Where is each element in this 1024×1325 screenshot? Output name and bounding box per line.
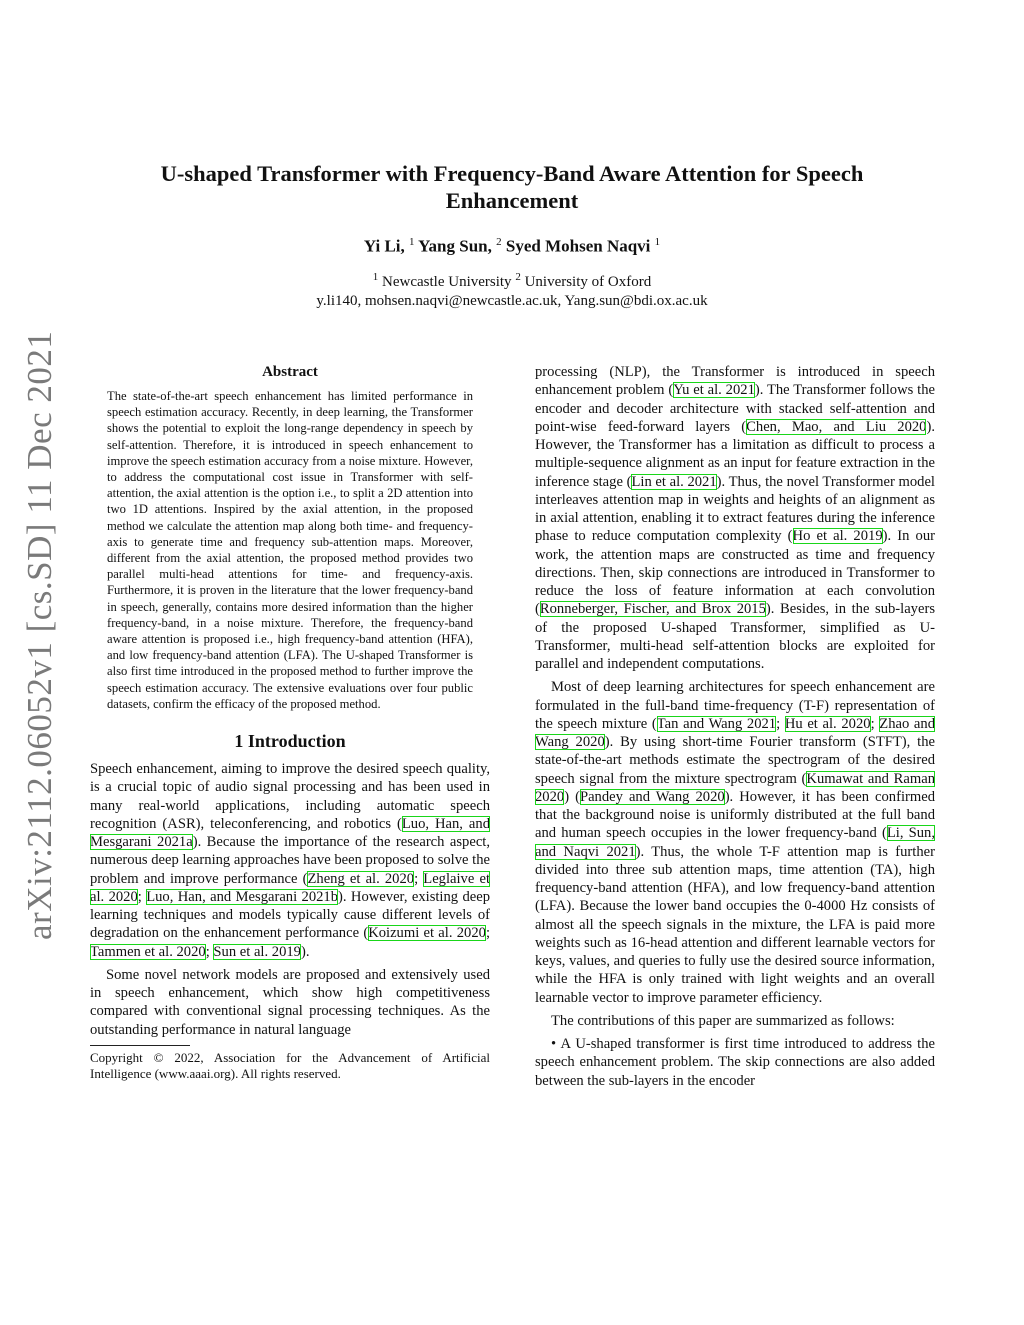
text-run: ). (300, 943, 310, 960)
citation-link[interactable]: Luo, Han, and Mesgarani 2021b (146, 888, 339, 905)
text-run: ). The Transformer follows the encoder and decoder architecture with stacked self-attention and point-wise feed-forward layers ( (535, 382, 935, 435)
footnote-divider (90, 1045, 190, 1046)
right-column (535, 363, 935, 1090)
citation-link[interactable]: Chen, Mao, and Liu 2020 (746, 418, 927, 435)
abstract-heading: Abstract (262, 364, 318, 380)
section-heading-introduction: 1 Introduction (234, 731, 346, 752)
text-run: ; (776, 715, 785, 732)
text-run: ). Because the importance of the research aspect, numerous deep learning approaches have been proposed to solve the problem and improve performance ( (90, 834, 490, 887)
text-run: ). In our work, the attention maps are constructed as time and frequency directions. Then, skip connections are introduced in Transformer to reduce the loss of feature information at each convolution ( (535, 528, 935, 618)
citation-link[interactable]: Hu et al. 2020 (784, 715, 871, 732)
affiliation-mark: 2 (515, 271, 521, 283)
affiliation-mark: 1 (654, 236, 661, 248)
citation-link[interactable]: Yu et al. 2021 (673, 382, 755, 399)
right-paragraph-2 (535, 678, 935, 1007)
text-run: ). Besides, in the sub-layers of the proposed U-shaped Transformer, simplified as U-Transformer, multi-head self-attention blocks are exploited for parallel and independent computations. (535, 601, 935, 672)
citation-link[interactable]: Zheng et al. 2020 (307, 870, 415, 887)
citation-link[interactable]: Ronneberger, Fischer, and Brox 2015 (539, 601, 766, 618)
author-name: Yang Sun, (418, 236, 492, 256)
citation-link[interactable]: Li, Sun, and Naqvi 2021 (535, 825, 936, 860)
text-run: ). However, the Transformer has a limitation as difficult to process a multiple-sequence alignment as an input for feature extraction in the inference stage ( (535, 418, 935, 490)
text-run: ; (485, 925, 491, 942)
citation-link[interactable]: Luo, Han, and Mesgarani 2021a (90, 815, 490, 851)
copyright-footnote: Copyright © 2022, Association for the Advancement of Artificial Intelligence (www.aaai.org). All rights reserved. (90, 1049, 490, 1081)
author-name: Syed Mohsen Naqvi (505, 236, 651, 256)
abstract-text: The state-of-the-art speech enhancement has limited performance in speech estimation accuracy. Recently, in deep learning, the Transformer shows the potential to exploit the long-range dependency in speech by self-attention. Therefore, it is introduced in speech enhancement to improve the speech estimation accuracy from a noise mixture. However, to address the computational cost issue in Transformer with self-attention, the axial attention is the option i.e., to split a 2D attention into two 1D attentions. Inspired by the axial attention, in the proposed method we calculate the attention map along both time- and frequency-axis to generate time and frequency sub-attention maps. Moreover, different from the axial attention, the proposed method provides two parallel multi-head attentions for time- and frequency-axis. Furthermore, it is proven in the literature that the lower frequency-band in speech, generally, contains more desired information than the higher frequency-band, in a noise mixture. Therefore, the frequency-band aware attention is proposed i.e., high frequency-band attention (HFA), and low frequency-band attention (LFA). The U-shaped Transformer is also first time introduced in the proposed method to further improve the speech estimation accuracy. The extensive evaluations over four public datasets, confirm the efficacy of the proposed method. (107, 389, 473, 711)
citation-link[interactable]: Pandey and Wang 2020 (579, 788, 725, 805)
intro-paragraph-2: Some novel network models are proposed and extensively used in speech enhancement, which show high competitiveness compared with conventional signal processing techniques. As the outstanding performance in natural language (90, 966, 490, 1038)
text-run: ; (414, 870, 424, 887)
citation-link[interactable]: Tammen et al. 2020 (90, 943, 206, 960)
intro-paragraph-1 (90, 760, 490, 961)
text-run: ). However, existing deep learning techniques and models typically cause different levels of degradation on the enhancement performance ( (90, 888, 491, 942)
citation-link[interactable]: Ho et al. 2019 (792, 528, 883, 545)
affiliation-newcastle: Newcastle University (382, 274, 512, 290)
text-run: ; (205, 943, 214, 960)
citation-link[interactable]: Lin et al. 2021 (631, 473, 717, 490)
author-line (120, 236, 904, 257)
left-column (90, 364, 490, 1082)
citation-link[interactable]: Tan and Wang 2021 (656, 715, 777, 732)
citation-link[interactable]: Leglaive et al. 2020 (90, 870, 490, 905)
text-run: ) ( (564, 788, 580, 805)
citation-link[interactable]: Sun et al. 2019 (213, 943, 301, 960)
affiliation-mark: 1 (409, 236, 415, 248)
text-run: Most of deep learning architectures for speech enhancement are formulated in the full-band time-frequency (T-F) representation of the speech mixture ( (535, 679, 935, 732)
affiliations (120, 268, 904, 311)
text-run: ). However, it has been confirmed that the background noise is uniformly distributed at the full band and human speech occupies in the lower frequency-band ( (535, 788, 935, 842)
affiliation-line (120, 268, 904, 292)
citation-link[interactable]: Koizumi et al. 2020 (368, 925, 486, 942)
text-run: ). Thus, the novel Transformer model interleaves attention map in weights and heights of an alignment as in axial attention, enabling it to extract features during the inference phase to reduce computation complexity ( (535, 473, 935, 545)
affiliation-mark: 1 (372, 271, 379, 283)
text-run: ; (137, 888, 147, 905)
citation-link[interactable]: Kumawat and Raman 2020 (535, 770, 935, 805)
author-emails: y.li140, mohsen.naqvi@newcastle.ac.uk, Yang.sun@bdi.ox.ac.uk (316, 293, 708, 309)
arxiv-side-stamp: arXiv:2112.06052v1 [cs.SD] 11 Dec 2021 (20, 330, 59, 940)
paper-title: U-shaped Transformer with Frequency-Band Aware Attention for Speech Enhancement (160, 161, 864, 213)
affiliation-mark: 2 (496, 236, 502, 248)
text-run: Speech enhancement, aiming to improve the desired speech quality, is a crucial topic of audio signal processing and has been used in many real-world applications, including automatic speech recognition (ASR), teleconferencing, and robotics ( (90, 761, 490, 832)
text-run: ). By using short-time Fourier transform (STFT), the state-of-the-art methods estimate the spectrogram of the desired speech signal from the mixture spectrogram ( (535, 734, 935, 787)
text-run: processing (NLP), the Transformer is introduced in speech enhancement problem ( (535, 364, 935, 399)
right-paragraph-3: The contributions of this paper are summarized as follows: (551, 1012, 895, 1029)
citation-link[interactable]: Zhao and Wang 2020 (535, 715, 935, 750)
contribution-bullet-1: • A U-shaped transformer is first time introduced to address the speech enhancement problem. The skip connections are also added between the sub-layers in the encoder (535, 1036, 935, 1089)
text-run: ; (870, 715, 880, 732)
affiliation-oxford: University of Oxford (524, 274, 652, 290)
right-paragraph-1 (535, 363, 935, 673)
text-run: ). Thus, the whole T-F attention map is further divided into three sub attention maps, time attention (TA), high frequency-band attention (HFA), and low frequency-band attention (LFA). Because the lower band occupies the 0-4000 Hz consists of almost all the speech signals in the mixture, the LFA is paid more weights such as 16-head attention and different learnable vectors for keys, values, and queries to fully use the desired source information, while the HFA is only trained with light weights and an overall learnable vector to improve parameter efficiency. (535, 843, 936, 1006)
author-name: Yi Li, (363, 236, 405, 256)
